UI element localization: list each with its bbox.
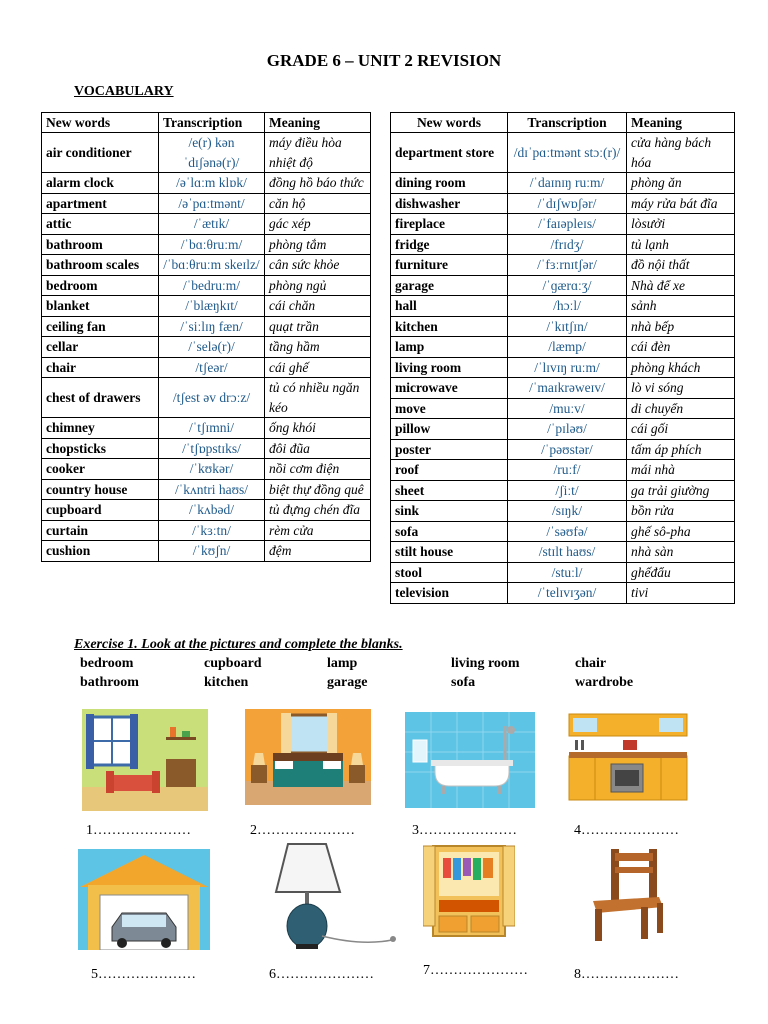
vocab-meaning: tủ đựng chén đĩa (265, 500, 371, 521)
kitchen-picture (565, 710, 691, 802)
word-bank-item: lamp (327, 656, 358, 671)
vocab-word: country house (42, 479, 159, 500)
vocabulary-table-right (390, 112, 735, 604)
word-bank-item: cupboard (204, 656, 262, 671)
vocab-word: sheet (391, 480, 508, 501)
vocab-transcription: /ˈɡærɑːʒ/ (508, 275, 627, 296)
vocab-meaning: ghế sô-pha (627, 521, 735, 542)
vocab-row (391, 316, 735, 337)
vocab-meaning: lòsưởi (627, 214, 735, 235)
vocab-transcription: /stuːl/ (508, 562, 627, 583)
vocab-row (391, 521, 735, 542)
vocab-meaning: nhà sàn (627, 542, 735, 563)
vocab-row (391, 480, 735, 501)
vocab-word: chest of drawers (42, 378, 159, 418)
vocab-row (42, 193, 371, 214)
header-new-words: New words (391, 113, 508, 133)
bedroom-picture (245, 709, 371, 805)
vocab-row (42, 234, 371, 255)
vocab-transcription: /ˈkʌntri haʊs/ (159, 479, 265, 500)
vocab-transcription: /ˈblæŋkɪt/ (159, 296, 265, 317)
vocab-transcription: /ˈbɑːθruːm skeɪlz/ (159, 255, 265, 276)
vocab-transcription: /tʃeər/ (159, 357, 265, 378)
vocab-meaning: cái ghế (265, 357, 371, 378)
vocab-transcription: /ˈkɜːtn/ (159, 520, 265, 541)
vocab-word: bedroom (42, 275, 159, 296)
vocab-word: chopsticks (42, 438, 159, 459)
header-meaning: Meaning (265, 113, 371, 133)
page-title: GRADE 6 – UNIT 2 REVISION (266, 51, 502, 70)
vocab-meaning: tấm áp phích (627, 439, 735, 460)
living-room-picture (82, 709, 208, 811)
vocab-row (42, 357, 371, 378)
vocab-transcription: /stɪlt haʊs/ (508, 542, 627, 563)
blank-1[interactable]: 1………………… (86, 823, 191, 838)
vocab-word: dishwasher (391, 193, 508, 214)
vocab-transcription: /ˈpəʊstər/ (508, 439, 627, 460)
vocab-word: roof (391, 460, 508, 481)
vocab-word: kitchen (391, 316, 508, 337)
vocab-meaning: tủ lạnh (627, 234, 735, 255)
vocab-transcription: /ruːf/ (508, 460, 627, 481)
vocab-transcription: /dɪˈpɑːtmənt stɔː(r)/ (508, 133, 627, 173)
vocab-transcription: /ˈmaɪkrəweɪv/ (508, 378, 627, 399)
vocab-word: curtain (42, 520, 159, 541)
exercise-title: Exercise 1. Look at the pictures and complete the blanks. (74, 637, 403, 652)
vocab-transcription: /ˈbɑːθruːm/ (159, 234, 265, 255)
word-bank-item: sofa (451, 675, 476, 690)
blank-7[interactable]: 7………………… (423, 963, 528, 978)
vocab-row (42, 418, 371, 439)
header-transcription: Transcription (159, 113, 265, 133)
vocab-word: cellar (42, 337, 159, 358)
vocab-meaning: mái nhà (627, 460, 735, 481)
vocab-transcription: /əˈpɑːtmənt/ (159, 193, 265, 214)
vocab-transcription: /ˈkɪtʃɪn/ (508, 316, 627, 337)
vocab-transcription: /ˈlɪvɪŋ ruːm/ (508, 357, 627, 378)
vocab-row (42, 337, 371, 358)
vocab-row (391, 357, 735, 378)
vocab-meaning: cái chăn (265, 296, 371, 317)
blank-6[interactable]: 6………………… (269, 967, 374, 982)
vocab-transcription: /læmp/ (508, 337, 627, 358)
word-bank-item: wardrobe (575, 675, 634, 690)
vocab-meaning: phòng khách (627, 357, 735, 378)
vocab-meaning: phòng ăn (627, 173, 735, 194)
vocab-meaning: máy điều hòa nhiệt độ (265, 133, 371, 173)
vocab-row (391, 439, 735, 460)
vocab-word: garage (391, 275, 508, 296)
vocab-word: apartment (42, 193, 159, 214)
vocab-transcription: /ˈdɪʃwɒʃər/ (508, 193, 627, 214)
vocab-meaning: đôi đũa (265, 438, 371, 459)
vocab-transcription: /ˈselə(r)/ (159, 337, 265, 358)
vocab-word: chair (42, 357, 159, 378)
garage-picture (78, 849, 210, 950)
vocab-word: air conditioner (42, 133, 159, 173)
vocabulary-table-left (41, 112, 371, 562)
vocab-transcription: /ˈtʃɪmni/ (159, 418, 265, 439)
vocab-transcription: /əˈlɑːm klɒk/ (159, 173, 265, 194)
vocab-transcription: /e(r) kən ˈdɪʃənə(r)/ (159, 133, 265, 173)
vocab-meaning: nhà bếp (627, 316, 735, 337)
vocab-transcription: /sɪŋk/ (508, 501, 627, 522)
vocab-row (42, 520, 371, 541)
vocab-transcription: /ˈætɪk/ (159, 214, 265, 235)
vocab-word: fridge (391, 234, 508, 255)
word-bank-item: garage (327, 675, 368, 690)
vocab-meaning: đồng hồ báo thức (265, 173, 371, 194)
wardrobe-picture (423, 842, 515, 939)
vocab-row (391, 275, 735, 296)
vocab-meaning: rèm cửa (265, 520, 371, 541)
vocab-word: sink (391, 501, 508, 522)
vocab-meaning: gác xép (265, 214, 371, 235)
word-bank-item: living room (451, 656, 520, 671)
vocab-word: stilt house (391, 542, 508, 563)
vocab-row (42, 378, 371, 418)
vocab-transcription: /ˈfɜːrnɪtʃər/ (508, 255, 627, 276)
vocab-word: microwave (391, 378, 508, 399)
vocab-word: poster (391, 439, 508, 460)
lamp-picture (262, 840, 400, 950)
vocab-row (391, 501, 735, 522)
header-transcription: Transcription (508, 113, 627, 133)
vocab-transcription: /ˈdaɪnɪŋ ruːm/ (508, 173, 627, 194)
vocab-row (42, 541, 371, 562)
vocab-word: cushion (42, 541, 159, 562)
vocab-transcription: /ˈsiːlɪŋ fæn/ (159, 316, 265, 337)
vocab-meaning: cân sức khỏe (265, 255, 371, 276)
vocab-row (391, 398, 735, 419)
vocab-word: lamp (391, 337, 508, 358)
vocab-meaning: sảnh (627, 296, 735, 317)
header-new-words: New words (42, 113, 159, 133)
blank-4[interactable]: 4………………… (574, 823, 679, 838)
vocab-row (42, 459, 371, 480)
vocab-word: move (391, 398, 508, 419)
vocab-meaning: ghếđẩu (627, 562, 735, 583)
vocab-word: furniture (391, 255, 508, 276)
vocab-rows-left (42, 133, 371, 562)
vocab-transcription: /ˈkʊkər/ (159, 459, 265, 480)
vocab-meaning: cái đèn (627, 337, 735, 358)
vocab-row (391, 133, 735, 173)
vocab-word: cupboard (42, 500, 159, 521)
vocab-transcription: /frɪdʒ/ (508, 234, 627, 255)
vocab-row (391, 419, 735, 440)
vocab-word: alarm clock (42, 173, 159, 194)
vocab-meaning: căn hộ (265, 193, 371, 214)
vocab-transcription: /ˈpɪləʊ/ (508, 419, 627, 440)
vocab-word: television (391, 583, 508, 604)
vocab-row (42, 255, 371, 276)
vocab-row (391, 214, 735, 235)
vocab-word: ceiling fan (42, 316, 159, 337)
vocab-transcription: /ˈtʃɒpstɪks/ (159, 438, 265, 459)
vocab-word: living room (391, 357, 508, 378)
vocab-meaning: phòng tắm (265, 234, 371, 255)
vocab-meaning: cái gối (627, 419, 735, 440)
vocab-row (391, 255, 735, 276)
vocab-meaning: phòng ngủ (265, 275, 371, 296)
vocab-row (391, 562, 735, 583)
vocab-word: chimney (42, 418, 159, 439)
vocab-word: attic (42, 214, 159, 235)
vocab-meaning: Nhà để xe (627, 275, 735, 296)
vocab-word: bathroom scales (42, 255, 159, 276)
vocab-meaning: đệm (265, 541, 371, 562)
word-bank-item: bathroom (80, 675, 139, 690)
vocab-word: department store (391, 133, 508, 173)
vocab-transcription: /hɔːl/ (508, 296, 627, 317)
bathroom-picture (405, 712, 535, 808)
vocab-row (42, 214, 371, 235)
vocab-meaning: bồn rửa (627, 501, 735, 522)
vocab-word: cooker (42, 459, 159, 480)
vocab-row (391, 542, 735, 563)
vocab-transcription: /tʃest əv drɔːz/ (159, 378, 265, 418)
vocab-meaning: nồi cơm điện (265, 459, 371, 480)
vocab-rows-right (391, 133, 735, 604)
vocab-transcription: /ˈkʌbəd/ (159, 500, 265, 521)
vocab-row (42, 275, 371, 296)
vocab-meaning: lò vi sóng (627, 378, 735, 399)
vocab-meaning: cửa hàng bách hóa (627, 133, 735, 173)
vocab-row (42, 316, 371, 337)
vocab-meaning: quạt trần (265, 316, 371, 337)
vocab-word: hall (391, 296, 508, 317)
vocab-transcription: /ˈbedruːm/ (159, 275, 265, 296)
vocab-meaning: máy rửa bát đĩa (627, 193, 735, 214)
vocab-row (391, 460, 735, 481)
vocabulary-heading: VOCABULARY (74, 84, 174, 99)
vocab-row (42, 296, 371, 317)
vocab-meaning: tủ có nhiều ngăn kéo (265, 378, 371, 418)
blank-5[interactable]: 5………………… (91, 967, 196, 982)
blank-3[interactable]: 3………………… (412, 823, 517, 838)
vocab-word: stool (391, 562, 508, 583)
vocab-meaning: đồ nội thất (627, 255, 735, 276)
vocab-transcription: /ˈkʊʃn/ (159, 541, 265, 562)
vocab-meaning: tầng hầm (265, 337, 371, 358)
vocab-transcription: /ˈsəʊfə/ (508, 521, 627, 542)
chair-picture (585, 843, 671, 943)
header-meaning: Meaning (627, 113, 735, 133)
vocab-row (391, 173, 735, 194)
vocab-word: pillow (391, 419, 508, 440)
word-bank-item: bedroom (80, 656, 134, 671)
blank-2[interactable]: 2………………… (250, 823, 355, 838)
vocab-transcription: /muːv/ (508, 398, 627, 419)
word-bank-item: kitchen (204, 675, 249, 690)
vocab-word: dining room (391, 173, 508, 194)
vocab-transcription: /ˈtelɪvɪʒən/ (508, 583, 627, 604)
vocab-word: sofa (391, 521, 508, 542)
vocab-meaning: tivi (627, 583, 735, 604)
vocab-meaning: ống khói (265, 418, 371, 439)
vocab-word: fireplace (391, 214, 508, 235)
vocab-row (391, 378, 735, 399)
vocab-meaning: biệt thự đồng quê (265, 479, 371, 500)
vocab-row (42, 133, 371, 173)
vocab-row (391, 296, 735, 317)
word-bank-item: chair (575, 656, 607, 671)
vocab-row (391, 193, 735, 214)
vocab-transcription: /ˈfaɪəpleɪs/ (508, 214, 627, 235)
vocab-meaning: ga trải giường (627, 480, 735, 501)
vocab-row (391, 234, 735, 255)
vocab-row (42, 500, 371, 521)
vocab-meaning: di chuyển (627, 398, 735, 419)
vocab-transcription: /ʃiːt/ (508, 480, 627, 501)
vocab-word: bathroom (42, 234, 159, 255)
vocab-word: blanket (42, 296, 159, 317)
vocab-row (42, 438, 371, 459)
blank-8[interactable]: 8………………… (574, 967, 679, 982)
vocab-row (391, 337, 735, 358)
vocab-row (42, 479, 371, 500)
vocab-row (391, 583, 735, 604)
vocab-row (42, 173, 371, 194)
